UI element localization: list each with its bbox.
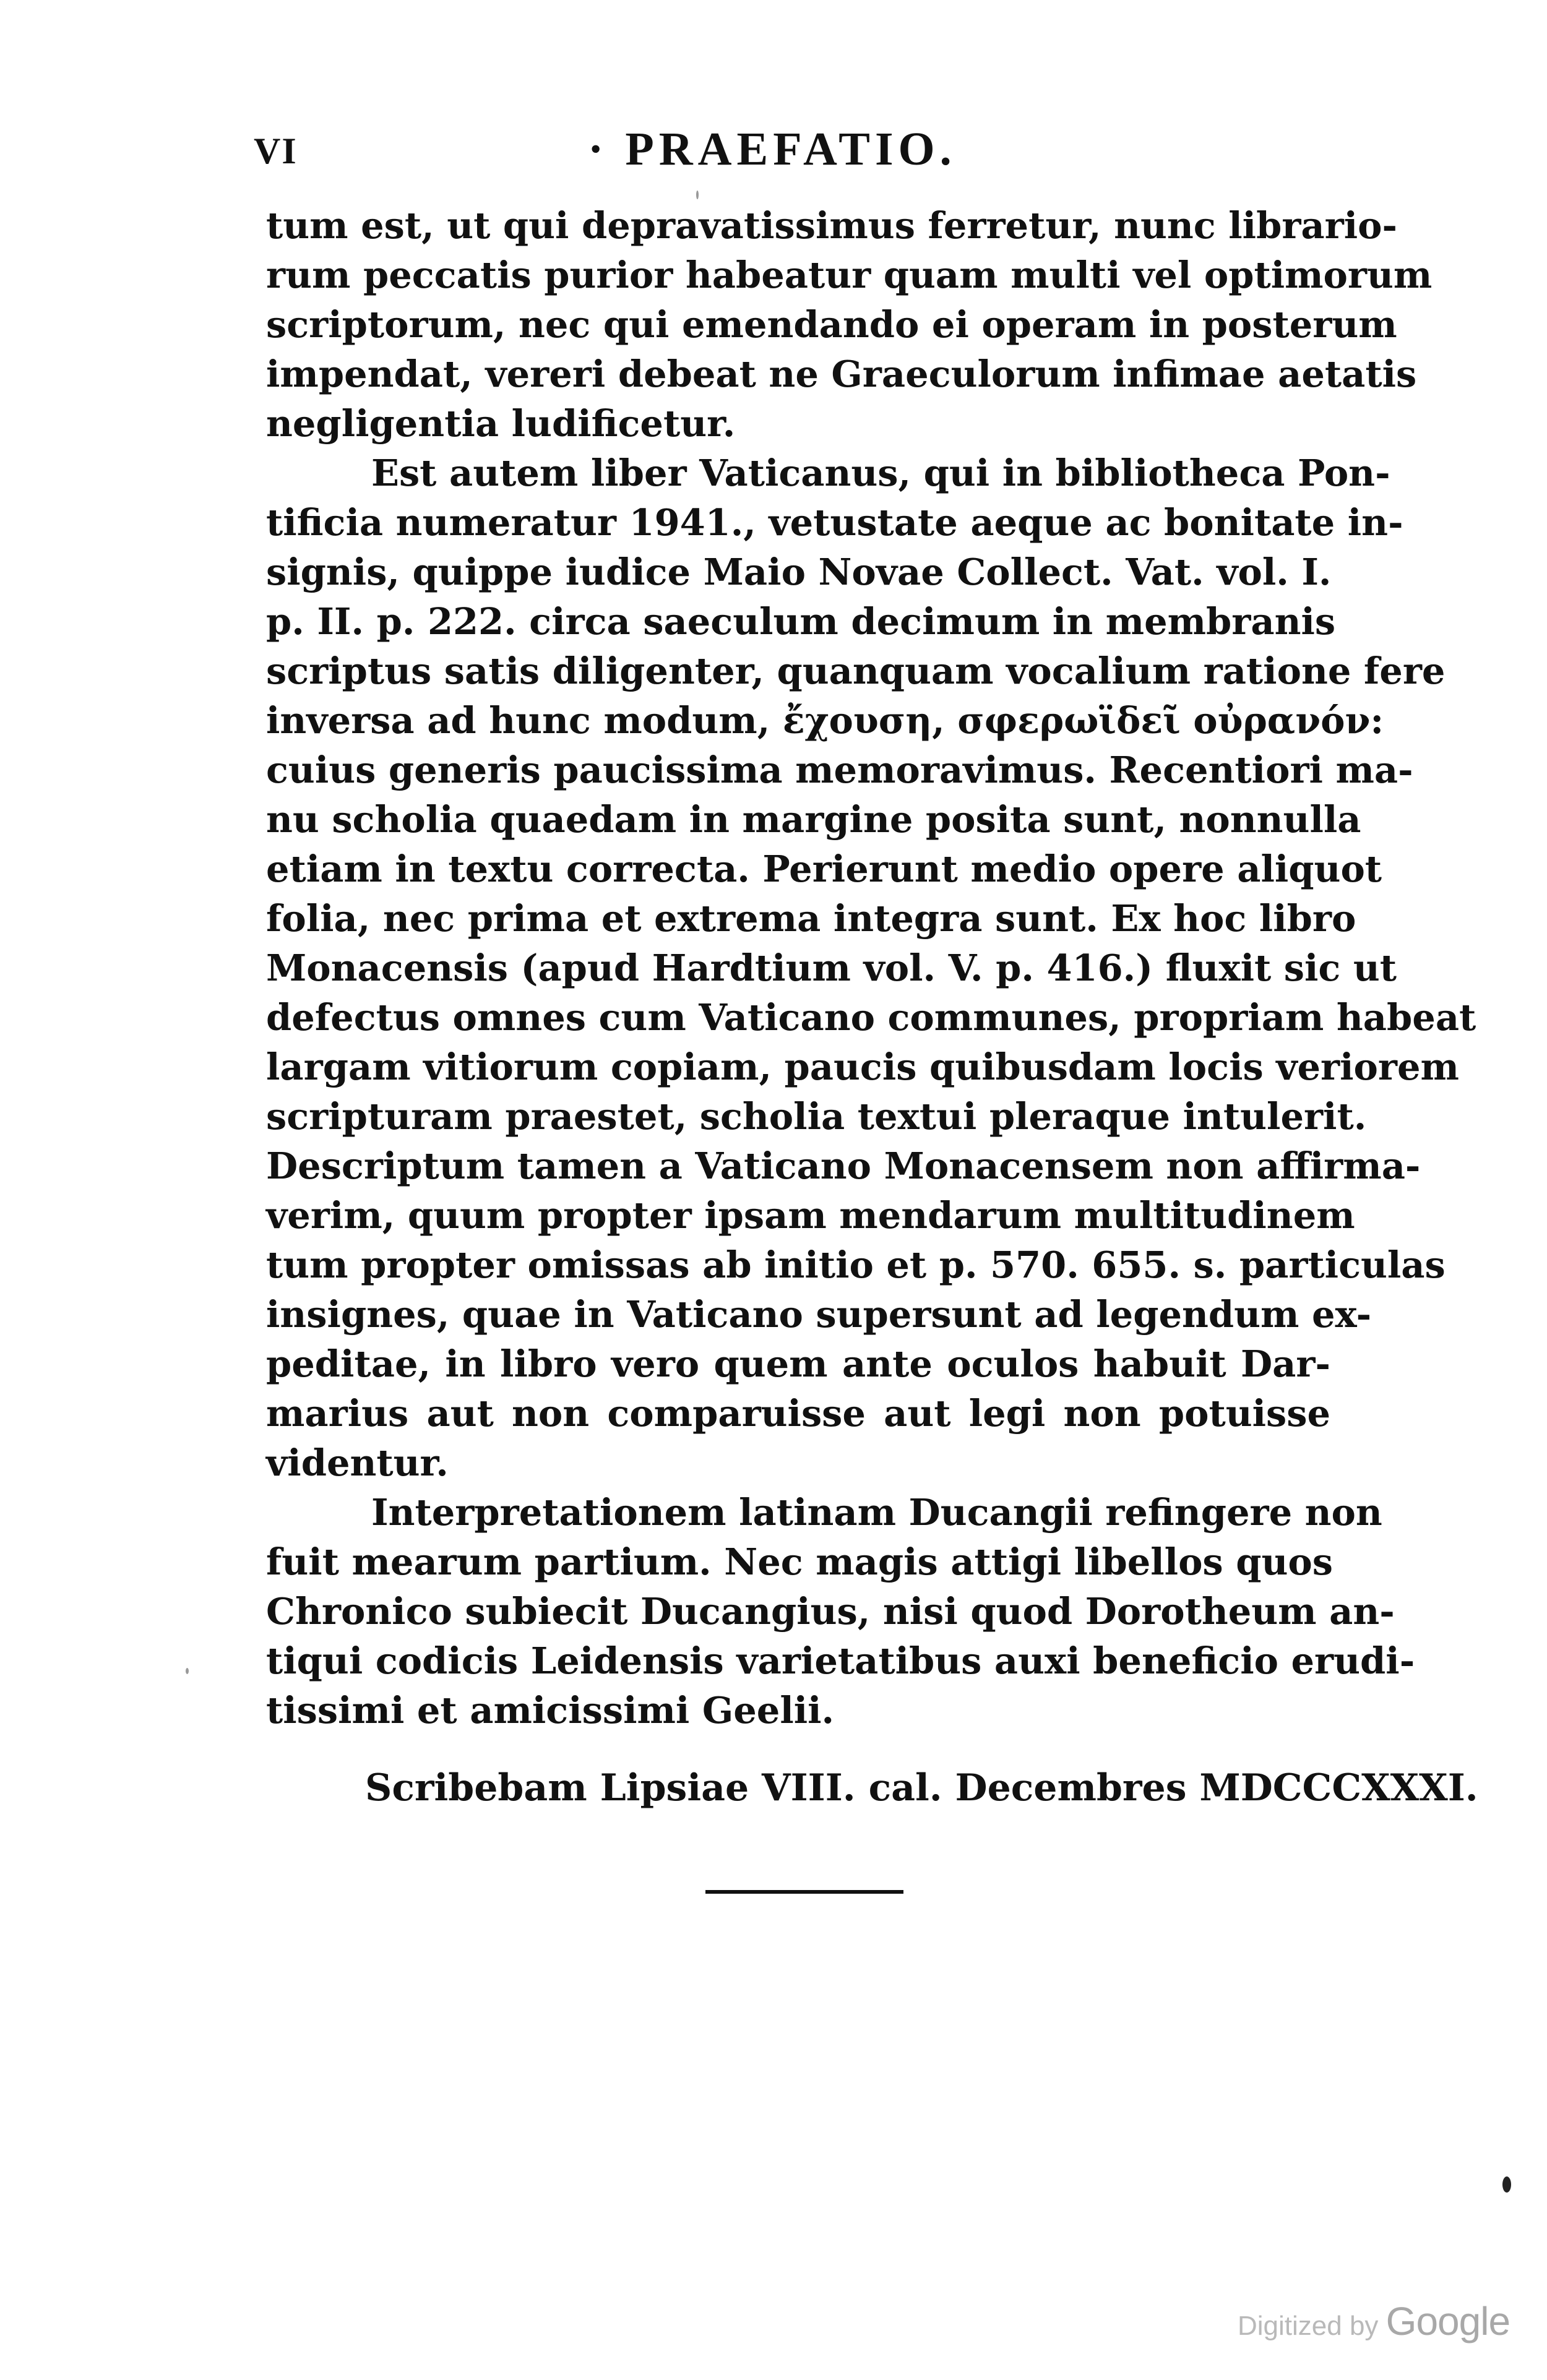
page-number: VI — [254, 131, 298, 171]
text-line: tificia numeratur 1941., vetustate aeque ac bonitate in- — [266, 501, 1403, 544]
text-line: Est autem liber Vaticanus, qui in bibliotheca Pon- — [371, 452, 1390, 494]
text-line: marius aut non comparuisse aut legi non potuisse — [266, 1392, 1330, 1435]
text-line: largam vitiorum copiam, paucis quibusdam locis veriorem — [266, 1046, 1459, 1088]
text-line: defectus omnes cum Vaticano communes, propriam habeat — [266, 996, 1476, 1039]
text-line: verim, quum propter ipsam mendarum multitudinem — [266, 1194, 1355, 1237]
text-line: tum est, ut qui depravatissimus ferretur, nunc librario- — [266, 204, 1397, 247]
text-line: impendat, vereri debeat ne Graeculorum infimae aetatis — [266, 353, 1417, 395]
body-text — [266, 201, 1476, 1735]
text-line: rum peccatis purior habeatur quam multi vel optimorum — [266, 254, 1433, 296]
text-line: tum propter omissas ab initio et p. 570. 655. s. particulas — [266, 1244, 1446, 1286]
running-head: · PRAEFATIO. — [588, 123, 957, 175]
text-line: Interpretationem latinam Ducangii refingere non — [371, 1491, 1382, 1534]
text-line: nu scholia quaedam in margine posita sunt, nonnulla — [266, 798, 1361, 841]
ink-speck — [186, 1668, 189, 1674]
google-watermark — [1238, 2298, 1510, 2344]
text-line: signis, quippe iudice Maio Novae Collect. Vat. vol. I. — [266, 551, 1332, 593]
text-line: etiam in textu correcta. Perierunt medio opere aliquot — [266, 848, 1382, 890]
text-line: Monacensis (apud Hardtium vol. V. p. 416.) fluxit sic ut — [266, 947, 1397, 989]
text-line: tissimi et amicissimi Geelii. — [266, 1689, 835, 1732]
text-line: Chronico subiecit Ducangius, nisi quod Dorotheum an- — [266, 1590, 1395, 1633]
text-line: insignes, quae in Vaticano supersunt ad legendum ex- — [266, 1293, 1372, 1336]
text-line: negligentia ludificetur. — [266, 402, 736, 445]
text-line: tiqui codicis Leidensis varietatibus auxi beneficio erudi- — [266, 1639, 1415, 1682]
ink-speck — [1502, 2176, 1511, 2193]
text-line: folia, nec prima et extrema integra sunt. Ex hoc libro — [266, 897, 1356, 940]
text-line: videntur. — [266, 1441, 449, 1484]
text-line: scriptus satis diligenter, quanquam vocalium ratione fere — [266, 650, 1446, 692]
text-line: inversa ad hunc modum, ἔχουση, σφερωϊδεῖ οὐρανόν: — [266, 699, 1384, 742]
text-line: cuius generis paucissima memoravimus. Recentiori ma- — [266, 749, 1413, 791]
google-logo-text: Google — [1385, 2299, 1510, 2343]
text-line: fuit mearum partium. Nec magis attigi libellos quos — [266, 1540, 1333, 1583]
signature-line: Scribebam Lipsiae VIII. cal. Decembres MDCCCXXXI. — [365, 1766, 1478, 1810]
text-line: p. II. p. 222. circa saeculum decimum in membranis — [266, 600, 1336, 643]
watermark-prefix: Digitized by — [1238, 2311, 1379, 2341]
text-line: Descriptum tamen a Vaticano Monacensem non affirma- — [266, 1145, 1421, 1187]
section-rule — [705, 1890, 903, 1894]
text-line: scripturam praestet, scholia textui pleraque intulerit. — [266, 1095, 1367, 1138]
ink-speck — [696, 191, 699, 199]
text-line: scriptorum, nec qui emendando ei operam in posterum — [266, 303, 1397, 346]
text-line: peditae, in libro vero quem ante oculos habuit Dar- — [266, 1343, 1330, 1385]
